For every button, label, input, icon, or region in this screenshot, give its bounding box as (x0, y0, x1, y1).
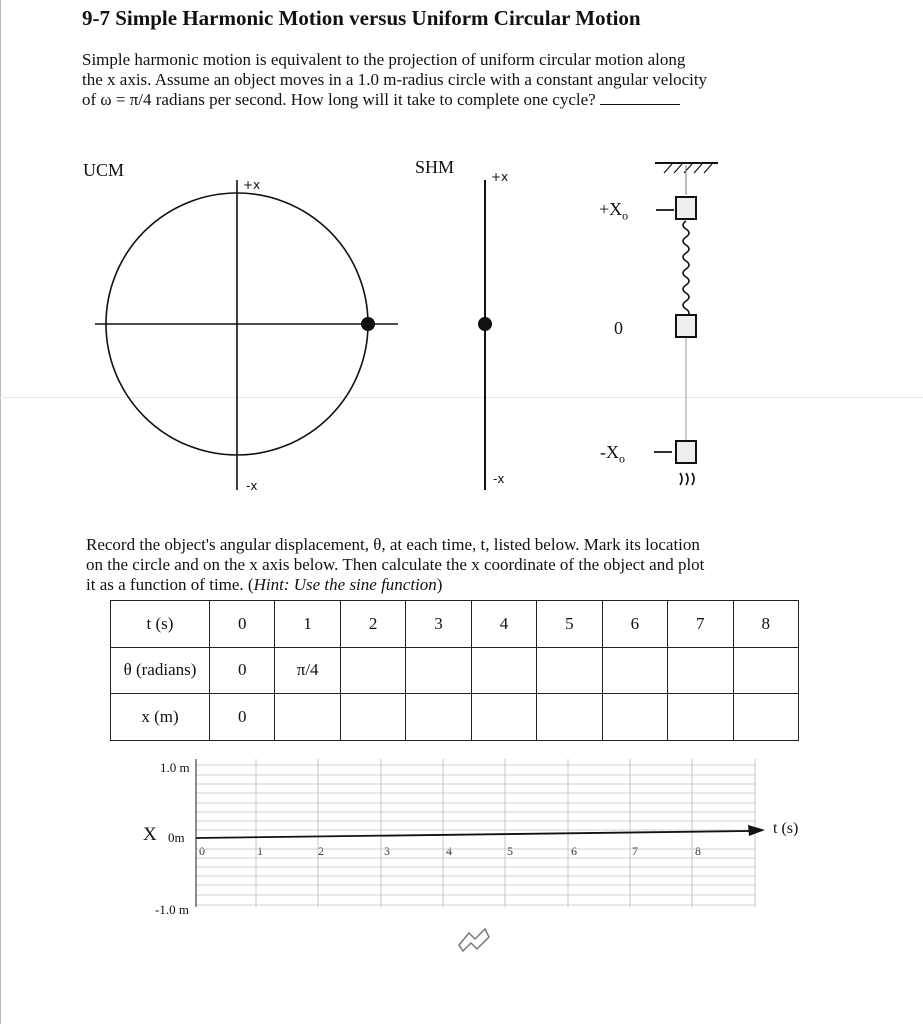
x-tick-label: 1 (257, 844, 263, 858)
ceiling-hatch (664, 164, 712, 173)
intro-paragraph (82, 50, 872, 110)
graph-t-axis-arrow-icon (748, 825, 765, 836)
x-tick-label: 8 (695, 844, 701, 858)
row-label-x: x (m) (111, 694, 210, 741)
shm-diagram (470, 172, 500, 502)
x-cell[interactable] (471, 694, 536, 741)
spring-minus-x-label (600, 442, 625, 467)
ucm-object-dot (361, 317, 375, 331)
graph-y-mid-label: 0m (168, 830, 185, 845)
graph-t-axis-line (196, 831, 750, 838)
spring-minus-x-text: -X (600, 442, 619, 462)
theta-cell[interactable] (471, 647, 536, 694)
theta-cell[interactable]: 0 (210, 647, 275, 694)
page-title: 9-7 Simple Harmonic Motion versus Uniform Circular Motion (82, 6, 641, 30)
time-cell: 3 (406, 601, 471, 648)
time-cell: 6 (602, 601, 667, 648)
x-cell[interactable] (537, 694, 602, 741)
x-tick-label: 5 (507, 844, 513, 858)
theta-cell[interactable] (340, 647, 405, 694)
intro-line-3 (82, 90, 872, 110)
theta-cell[interactable] (406, 647, 471, 694)
table-row-time (111, 601, 799, 648)
data-table (110, 600, 799, 741)
instructions-line-1: Record the object's angular displacement, θ, at each time, t, listed below. Mark its location (86, 535, 700, 554)
intro-line-2: the x axis. Assume an object moves in a 1.0 m-radius circle with a constant angular velocity (82, 70, 708, 89)
shm-minus-x-label: -x (493, 472, 505, 486)
table-row-x (111, 694, 799, 741)
instructions-line-3-b: ) (436, 575, 443, 594)
x-cell[interactable] (340, 694, 405, 741)
time-cell: 5 (537, 601, 602, 648)
ucm-label: UCM (83, 160, 125, 180)
time-cell: 8 (733, 601, 799, 648)
instructions-paragraph (86, 535, 846, 595)
x-tick-label: 6 (571, 844, 577, 858)
instructions-line-2: on the circle and on the x axis below. Then calculate the x coordinate of the object and plot (86, 555, 705, 574)
hint-label: Hint: (253, 575, 290, 594)
xt-graph (190, 755, 775, 915)
mass-top-position (676, 197, 696, 219)
ucm-diagram (90, 170, 410, 500)
x-tick-label: 4 (446, 844, 452, 858)
intro-line-1: Simple harmonic motion is equivalent to the projection of uniform circular motion along (82, 50, 686, 69)
theta-cell[interactable]: π/4 (275, 647, 340, 694)
spring-diagram (640, 155, 730, 500)
x-cell[interactable]: 0 (210, 694, 275, 741)
graph-y-top-label: 1.0 m (160, 760, 190, 775)
x-tick-label: 2 (318, 844, 324, 858)
scan-mark-icon (455, 925, 495, 955)
graph-y-axis-label: X (143, 824, 157, 845)
x-cell[interactable] (406, 694, 471, 741)
table-row-theta (111, 647, 799, 694)
time-cell: 0 (210, 601, 275, 648)
theta-cell[interactable] (537, 647, 602, 694)
shm-label: SHM (415, 157, 455, 177)
theta-cell[interactable] (733, 647, 799, 694)
mass-bottom-position (676, 441, 696, 463)
theta-cell[interactable] (602, 647, 667, 694)
time-cell: 1 (275, 601, 340, 648)
x-cell[interactable] (275, 694, 340, 741)
answer-blank[interactable] (600, 90, 680, 105)
x-cell[interactable] (668, 694, 733, 741)
time-cell: 2 (340, 601, 405, 648)
row-label-theta: θ (radians) (111, 647, 210, 694)
x-cell[interactable] (602, 694, 667, 741)
spring-plus-x-text: +X (599, 199, 623, 219)
shm-object-dot (478, 317, 492, 331)
time-cell: 4 (471, 601, 536, 648)
graph-y-bottom-label: -1.0 m (155, 902, 189, 917)
intro-line-3-text: of ω = π/4 radians per second. How long will it take to complete one cycle? (82, 90, 596, 109)
page-left-edge (0, 0, 1, 1024)
time-cell: 7 (668, 601, 733, 648)
row-label-time: t (s) (111, 601, 210, 648)
spring-plus-x-label (599, 199, 628, 224)
ucm-plus-x-label: +x (243, 178, 261, 192)
shm-plus-x-label: +x (491, 170, 509, 184)
x-tick-label: 7 (632, 844, 638, 858)
instructions-line-3 (86, 575, 846, 595)
compressed-spring-icon (680, 473, 694, 485)
mass-equilibrium-position (676, 315, 696, 337)
spring-coil (683, 221, 689, 317)
spring-minus-x-sub: o (619, 451, 625, 466)
graph-x-axis-label: t (s) (773, 820, 799, 837)
ucm-minus-x-label: -x (246, 479, 258, 493)
instructions-line-3-a: it as a function of time. ( (86, 575, 254, 594)
spring-zero-label: 0 (614, 318, 623, 338)
theta-cell[interactable] (668, 647, 733, 694)
x-cell[interactable] (733, 694, 799, 741)
hint-text: Use the sine function (289, 575, 437, 594)
x-tick-label: 3 (384, 844, 390, 858)
spring-plus-x-sub: o (622, 208, 629, 223)
x-tick-label: 0 (199, 844, 205, 858)
